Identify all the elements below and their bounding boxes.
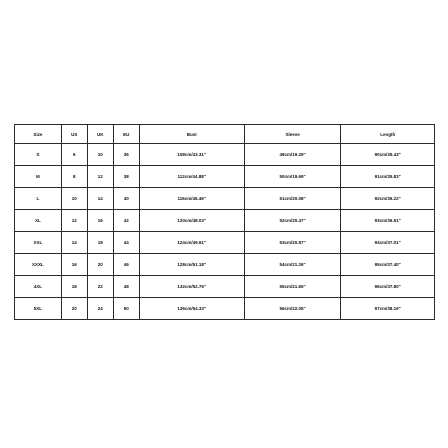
cell-uk: 20	[87, 254, 113, 276]
table-row	[15, 166, 435, 188]
cell-size: 4XL	[15, 276, 62, 298]
header-uk: UK	[87, 125, 113, 144]
cell-length: 91cm/35.83"	[341, 166, 435, 188]
cell-size: L	[15, 188, 62, 210]
cell-bust: 108cm/43.31"	[139, 144, 244, 166]
cell-sleeve: 52cm/20.47"	[244, 210, 341, 232]
cell-uk: 24	[87, 298, 113, 320]
cell-bust: 120cm/48.03"	[139, 210, 244, 232]
size-chart-table	[14, 124, 435, 320]
cell-size: XXXL	[15, 254, 62, 276]
cell-us: 18	[61, 276, 87, 298]
header-sleeve: Sleeve	[244, 125, 341, 144]
cell-bust: 136cm/54.33"	[139, 298, 244, 320]
cell-uk: 10	[87, 144, 113, 166]
cell-eu: 50	[113, 298, 139, 320]
cell-us: 16	[61, 254, 87, 276]
table-row	[15, 210, 435, 232]
cell-sleeve: 50cm/19.69"	[244, 166, 341, 188]
cell-uk: 12	[87, 166, 113, 188]
cell-sleeve: 55cm/21.65"	[244, 276, 341, 298]
cell-eu: 46	[113, 254, 139, 276]
cell-us: 8	[61, 166, 87, 188]
cell-bust: 128cm/51.18"	[139, 254, 244, 276]
table-row	[15, 276, 435, 298]
header-eu: EU	[113, 125, 139, 144]
table-row	[15, 254, 435, 276]
cell-us: 20	[61, 298, 87, 320]
cell-size: M	[15, 166, 62, 188]
cell-length: 96cm/37.80"	[341, 276, 435, 298]
table-row	[15, 298, 435, 320]
header-us: US	[61, 125, 87, 144]
cell-size: XL	[15, 210, 62, 232]
cell-sleeve: 51cm/20.08"	[244, 188, 341, 210]
cell-eu: 44	[113, 232, 139, 254]
cell-length: 92cm/36.22"	[341, 188, 435, 210]
cell-length: 97cm/38.19"	[341, 298, 435, 320]
table-row	[15, 188, 435, 210]
cell-us: 12	[61, 210, 87, 232]
cell-size: S	[15, 144, 62, 166]
cell-sleeve: 54cm/21.26"	[244, 254, 341, 276]
cell-eu: 40	[113, 188, 139, 210]
cell-size: XXL	[15, 232, 62, 254]
cell-bust: 124cm/49.61"	[139, 232, 244, 254]
cell-us: 6	[61, 144, 87, 166]
cell-uk: 18	[87, 232, 113, 254]
header-row	[15, 125, 435, 144]
cell-eu: 48	[113, 276, 139, 298]
cell-us: 10	[61, 188, 87, 210]
header-size: Size	[15, 125, 62, 144]
cell-sleeve: 49cm/19.29"	[244, 144, 341, 166]
cell-sleeve: 56cm/22.05"	[244, 298, 341, 320]
cell-length: 95cm/37.40"	[341, 254, 435, 276]
cell-bust: 116cm/45.46"	[139, 188, 244, 210]
cell-size: 5XL	[15, 298, 62, 320]
cell-bust: 112cm/44.88"	[139, 166, 244, 188]
cell-length: 90cm/35.43"	[341, 144, 435, 166]
cell-us: 14	[61, 232, 87, 254]
cell-eu: 42	[113, 210, 139, 232]
cell-uk: 14	[87, 188, 113, 210]
header-bust: Bust	[139, 125, 244, 144]
table-row	[15, 232, 435, 254]
cell-sleeve: 53cm/20.87"	[244, 232, 341, 254]
cell-uk: 16	[87, 210, 113, 232]
cell-length: 94cm/37.01"	[341, 232, 435, 254]
header-length: Length	[341, 125, 435, 144]
cell-bust: 132cm/52.76"	[139, 276, 244, 298]
cell-length: 93cm/36.61"	[341, 210, 435, 232]
cell-eu: 36	[113, 144, 139, 166]
cell-eu: 38	[113, 166, 139, 188]
table-row	[15, 144, 435, 166]
cell-uk: 22	[87, 276, 113, 298]
